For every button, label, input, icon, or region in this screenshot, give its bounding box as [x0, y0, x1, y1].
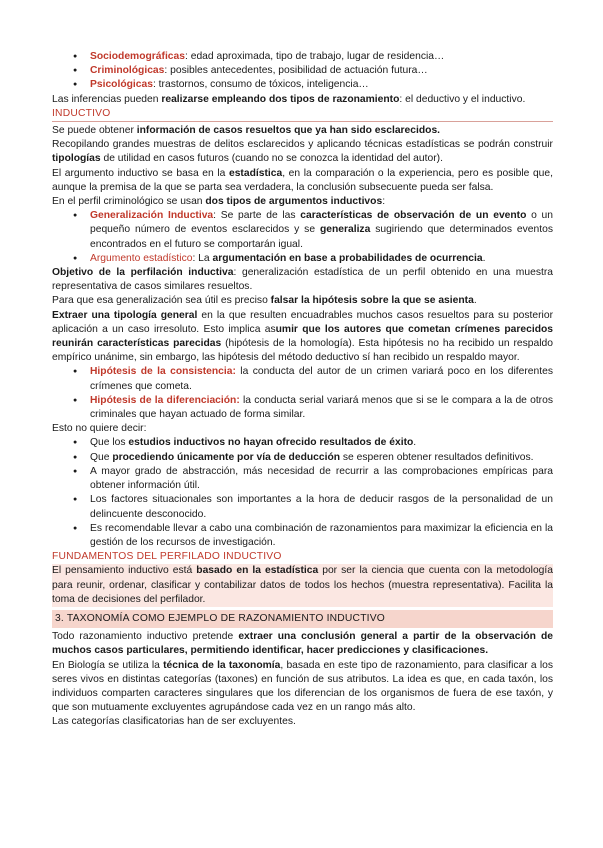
list-item: ● Hipótesis de la diferenciación: la conducta serial variará menos que si se le compara a la de otros criminales que hayan actuado de forma similar.	[90, 394, 553, 422]
clarifications-list	[52, 436, 553, 550]
list-item: ● Generalización Inductiva: Se parte de las características de observación de un evento o un pequeño número de eventos esclarecidos y se generaliza sugiriendo que determinados eventos encontrados en el futuro se comportarán igual.	[90, 209, 553, 252]
paragraph: Se puede obtener información de casos resueltos que ya han sido esclarecidos.	[52, 125, 441, 137]
list-item: ● Sociodemográficas: edad aproximada, tipo de trabajo, lugar de residencia…	[90, 50, 553, 64]
paragraph: Para que esa generalización sea útil es preciso falsar la hipótesis sobre la que se asienta.	[52, 295, 477, 307]
section-heading-fundamentos: FUNDAMENTOS DEL PERFILADO INDUCTIVO	[52, 551, 282, 563]
list-item: ● Es recomendable llevar a cabo una combinación de razonamientos para maximizar la eficiencia en la gestión de los recursos de investigación.	[90, 522, 553, 550]
paragraph: En Biología se utiliza la técnica de la taxonomía, basada en este tipo de razonamiento, para clasificar a los seres vivos en distintas categorías (taxones) en función de sus atributos. La idea es que, en cada taxón, los individuos comparten caracteres singulares que los diferencian de los organismos de fuera de ese taxón, y que son mutuamente excluyentes agrupándose cada vez en un rango más alto.	[52, 659, 553, 714]
hypotheses-list	[52, 365, 553, 422]
document-page	[52, 50, 553, 730]
paragraph: En el perfil criminológico se usan dos tipos de argumentos inductivos:	[52, 196, 386, 208]
paragraph: Todo razonamiento inductivo pretende extraer una conclusión general a partir de la observación de muchos casos particulares, permitiendo identificar, hacer predicciones y clasificaciones.	[52, 631, 553, 657]
list-item: ● Criminológicas: posibles antecedentes, posibilidad de actuación futura…	[90, 64, 553, 78]
section-heading-taxonomia: 3. TAXONOMÍA COMO EJEMPLO DE RAZONAMIENTO INDUCTIVO	[52, 610, 553, 628]
paragraph: Esto no quiere decir:	[52, 423, 147, 435]
inductive-arguments-list	[52, 209, 553, 266]
list-item: ● Argumento estadístico: La argumentación en base a probabilidades de ocurrencia.	[90, 252, 553, 266]
paragraph-objetivo: Objetivo de la perfilación inductiva: generalización estadística de un perfil obtenido en una muestra representativa de casos similares resueltos.	[52, 267, 554, 293]
paragraph: Recopilando grandes muestras de delitos esclarecidos y aplicando técnicas estadísticas se podrán construir tipologías de utilidad en casos futuros (cuando no se conozca la identidad del autor).	[52, 139, 553, 165]
paragraph-fundamentos: El pensamiento inductivo está basado en la estadística por ser la ciencia que cuenta con la metodología para reunir, ordenar, clasificar y contabilizar datos de todos los hechos (muestra representativa). Facilita la toma de decisiones del perfilador.	[52, 564, 553, 607]
profile-categories-list	[52, 50, 553, 93]
paragraph: Extraer una tipología general en la que resulten encuadrables muchos casos resueltos para su posterior aplicación a un caso irresoluto. Esto implica asumir que los autores que cometan crímenes parecidos reunirán características parecidas (hipótesis de la homología). Esta hipótesis no ha recibido un respaldo empírico unánime, sin embargo, las hipótesis del método deductivo sí han recibido un respaldo mayor.	[52, 309, 554, 364]
list-item: ● Los factores situacionales son importantes a la hora de deducir rasgos de la personalidad de un delincuente desconocido.	[90, 493, 553, 521]
list-item: ● Que los estudios inductivos no hayan ofrecido resultados de éxito.	[90, 436, 553, 450]
list-item: ● Que procediendo únicamente por vía de deducción se esperen obtener resultados definitivos.	[90, 451, 553, 465]
paragraph-inferencias: Las inferencias pueden realizarse empleando dos tipos de razonamiento: el deductivo y el inductivo.	[52, 93, 526, 105]
list-item: ● A mayor grado de abstracción, más necesidad de recurrir a las comprobaciones empíricas para obtener información útil.	[90, 465, 553, 493]
paragraph: Las categorías clasificatorias han de ser excluyentes.	[52, 716, 296, 728]
list-item: ● Hipótesis de la consistencia: la conducta del autor de un crimen variará poco en los diferentes crímenes que cometa.	[90, 365, 553, 393]
paragraph: El argumento inductivo se basa en la estadística, en la comparación o la experiencia, pero es posible que, aunque la premisa de la que se parta sea verdadera, la conclusión subsecuente pueda ser falsa.	[52, 167, 553, 193]
section-heading-inductivo: INDUCTIVO	[52, 107, 553, 122]
list-item: ● Psicológicas: trastornos, consumo de tóxicos, inteligencia…	[90, 78, 553, 92]
